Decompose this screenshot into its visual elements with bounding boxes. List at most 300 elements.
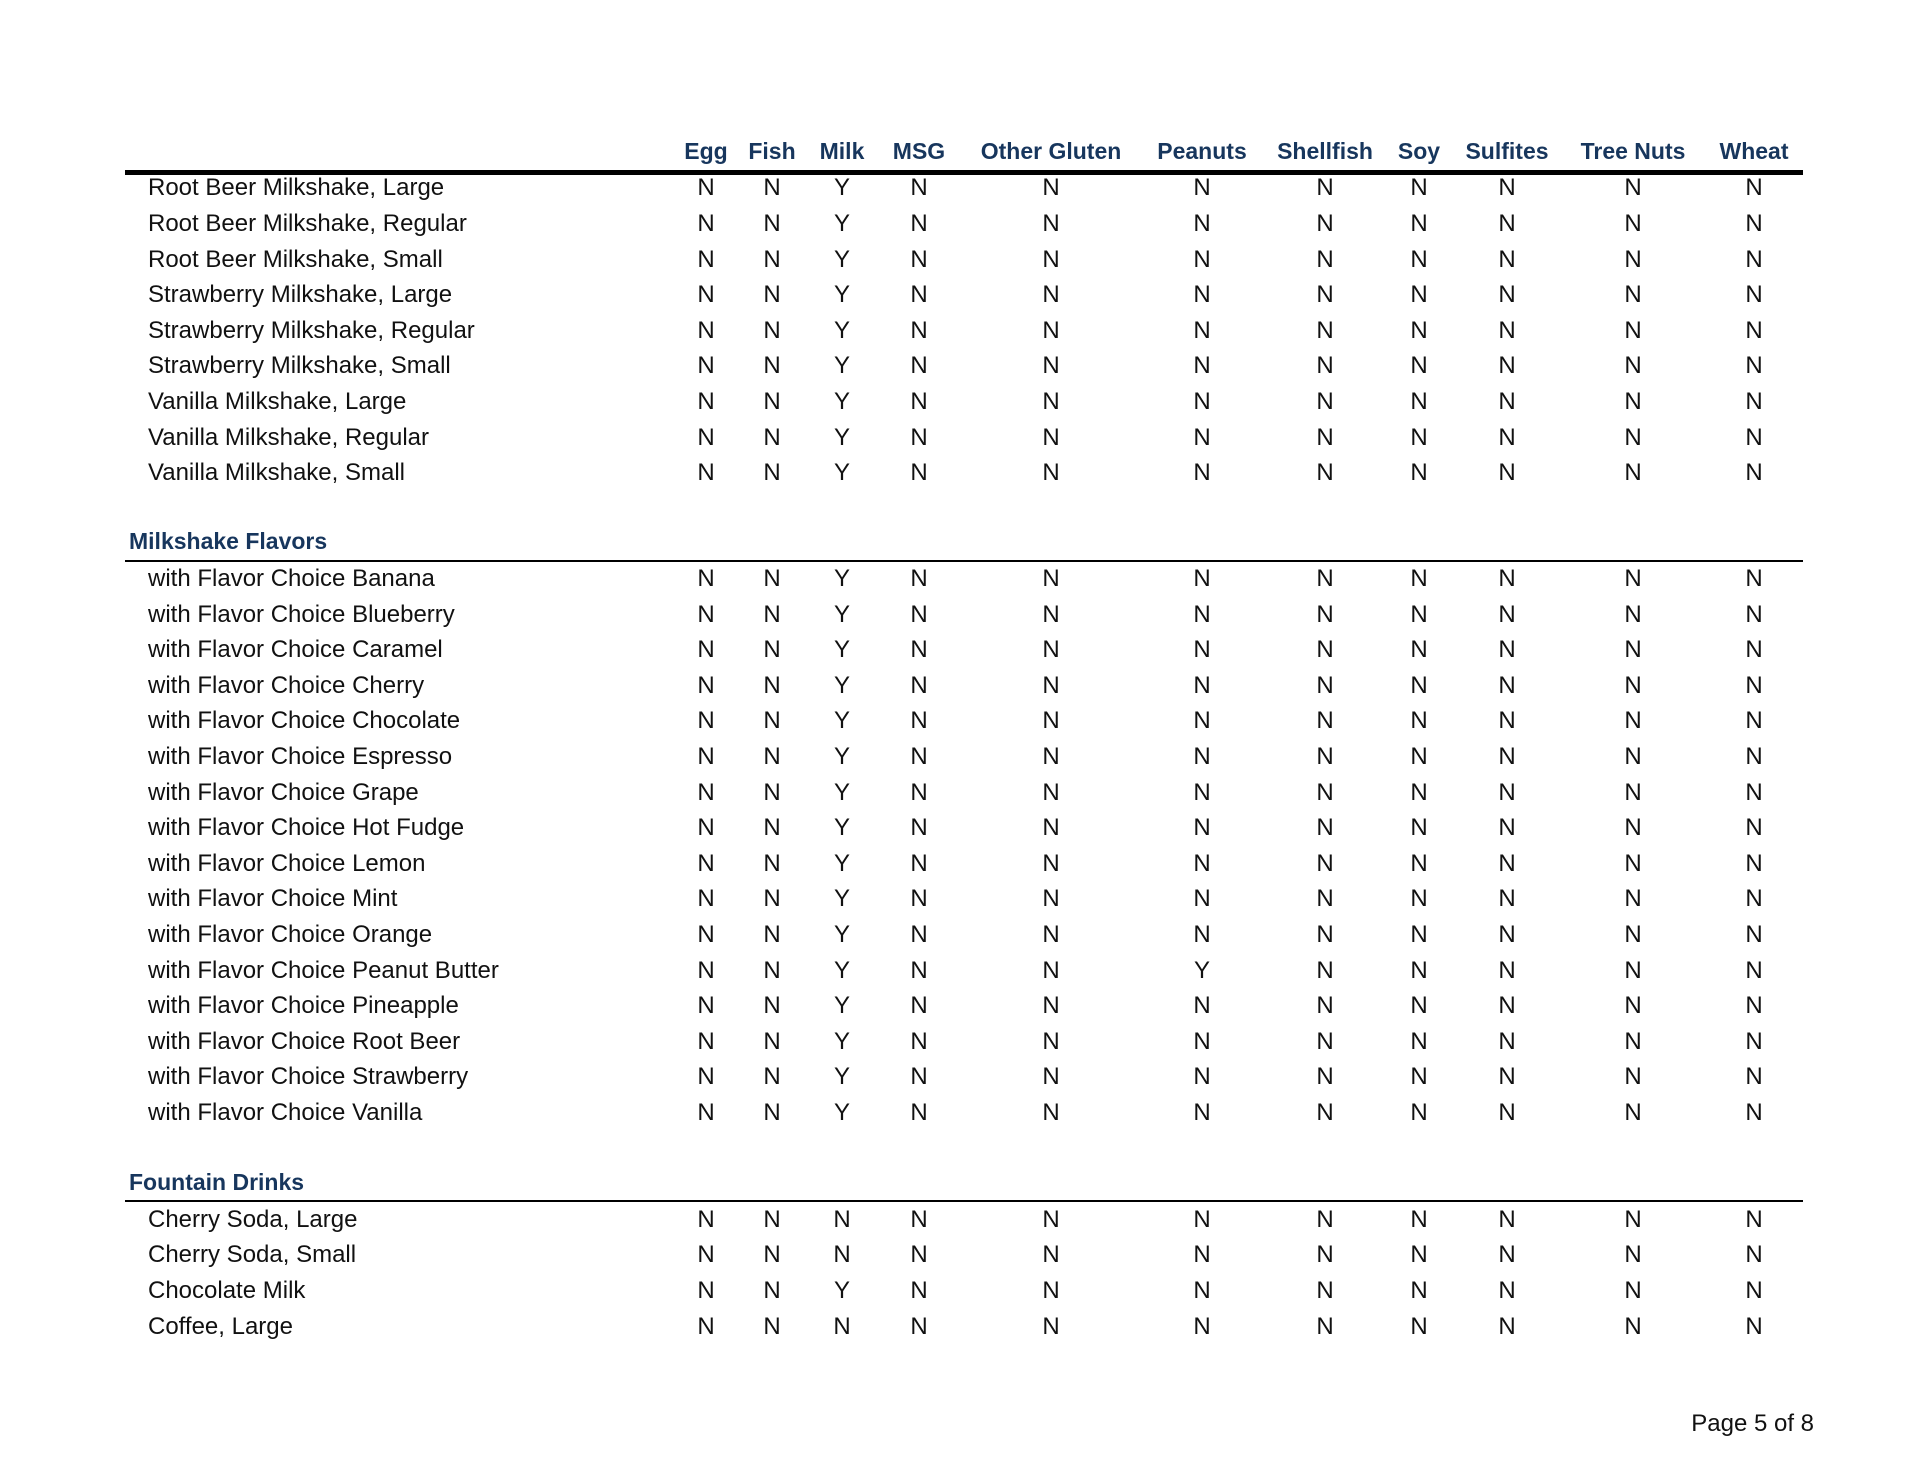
allergen-cell: N [1498,352,1516,379]
allergen-cell: N [1316,1063,1334,1090]
allergen-cell: N [1316,1313,1334,1340]
table-row [125,348,1803,384]
table-row [125,1202,1803,1238]
allergen-cell: N [1624,1277,1642,1304]
allergen-cell: N [1498,601,1516,628]
allergen-cell: Y [833,459,851,486]
allergen-cell: N [1498,779,1516,806]
allergen-cell: N [1745,1241,1763,1268]
table-row [125,881,1803,917]
allergen-cell: N [1745,601,1763,628]
allergen-cell: N [910,601,928,628]
allergen-cell: N [763,1028,781,1055]
allergen-cell: N [697,388,715,415]
allergen-cell: N [910,992,928,1019]
allergen-cell: N [1498,672,1516,699]
allergen-cell: N [1193,317,1211,344]
table-row [125,277,1803,313]
allergen-cell: N [763,672,781,699]
allergen-cell: Y [833,743,851,770]
allergen-cell: N [1042,459,1060,486]
allergen-cell: N [763,992,781,1019]
allergen-cell: N [1498,246,1516,273]
column-header: Wheat [1719,138,1789,164]
allergen-cell: N [697,210,715,237]
allergen-cell: N [1410,1028,1428,1055]
allergen-cell: N [1316,636,1334,663]
allergen-cell: N [1042,1313,1060,1340]
allergen-cell: N [1410,424,1428,451]
table-row [125,810,1803,846]
allergen-cell: N [1042,1099,1060,1126]
allergen-cell: N [1042,1028,1060,1055]
allergen-cell: N [910,814,928,841]
allergen-cell: N [1042,707,1060,734]
table-row [125,242,1803,278]
allergen-cell: N [1624,1241,1642,1268]
allergen-cell: N [1745,707,1763,734]
allergen-cell: N [1624,317,1642,344]
table-row [125,1309,1803,1345]
item-name: with Flavor Choice Peanut Butter [148,957,499,984]
item-name: Root Beer Milkshake, Small [148,246,443,273]
allergen-cell: N [1498,636,1516,663]
allergen-cell: N [1745,1028,1763,1055]
allergen-cell: N [1624,1313,1642,1340]
allergen-cell: N [697,1277,715,1304]
allergen-cell: N [1042,957,1060,984]
allergen-cell: N [1624,1063,1642,1090]
allergen-cell: N [763,459,781,486]
allergen-cell: N [1410,1241,1428,1268]
allergen-cell: N [1410,352,1428,379]
item-name: with Flavor Choice Cherry [148,672,425,699]
allergen-cell: N [1193,601,1211,628]
allergen-cell: N [910,1206,928,1233]
allergen-cell: N [697,992,715,1019]
allergen-cell: N [1410,1063,1428,1090]
allergen-cell: N [697,850,715,877]
allergen-cell: N [1410,388,1428,415]
allergen-cell: Y [833,921,851,948]
allergen-cell: N [1193,246,1211,273]
allergen-cell: N [1193,1241,1211,1268]
allergen-cell: N [1410,743,1428,770]
allergen-cell: N [910,174,928,201]
allergen-cell: N [1498,1277,1516,1304]
allergen-cell: N [763,281,781,308]
allergen-cell: N [1624,957,1642,984]
allergen-cell: Y [833,992,851,1019]
allergen-cell: N [1410,246,1428,273]
allergen-cell: Y [833,885,851,912]
allergen-cell: N [1624,388,1642,415]
item-name: Strawberry Milkshake, Large [148,281,453,308]
allergen-cell: N [697,921,715,948]
allergen-cell: N [1745,246,1763,273]
allergen-cell: Y [833,1028,851,1055]
allergen-cell: N [910,1313,928,1340]
item-name: Strawberry Milkshake, Regular [148,317,475,344]
allergen-cell: N [833,1241,851,1268]
allergen-cell: N [1042,174,1060,201]
allergen-cell: N [1498,1063,1516,1090]
allergen-cell: N [1498,1313,1516,1340]
allergen-cell: N [697,779,715,806]
allergen-cell: N [763,1099,781,1126]
allergen-cell: N [1624,921,1642,948]
allergen-cell: N [1498,210,1516,237]
allergen-cell: N [763,601,781,628]
item-name: with Flavor Choice Chocolate [148,707,461,734]
allergen-cell: N [1193,1028,1211,1055]
allergen-cell: N [1042,281,1060,308]
allergen-cell: N [1042,779,1060,806]
allergen-cell: N [697,174,715,201]
allergen-cell: N [1316,814,1334,841]
allergen-cell: N [910,246,928,273]
column-header: Soy [1397,138,1441,164]
allergen-cell: Y [833,814,851,841]
allergen-cell: N [1498,743,1516,770]
allergen-cell: N [910,352,928,379]
item-name: Vanilla Milkshake, Regular [148,424,430,451]
allergen-cell: N [763,779,781,806]
allergen-cell: N [697,352,715,379]
column-header-row [125,134,1803,175]
allergen-cell: N [1316,1099,1334,1126]
allergen-cell: N [697,1206,715,1233]
item-name: with Flavor Choice Espresso [148,743,453,770]
table-row [125,455,1803,491]
allergen-cell: N [697,459,715,486]
allergen-cell: N [1042,672,1060,699]
allergen-cell: N [1410,1277,1428,1304]
allergen-cell: N [1498,1206,1516,1233]
allergen-cell: N [910,317,928,344]
item-name: with Flavor Choice Grape [148,779,419,806]
item-name: Root Beer Milkshake, Regular [148,210,467,237]
allergen-cell: N [1624,246,1642,273]
allergen-cell: N [763,317,781,344]
allergen-cell: N [763,1063,781,1090]
allergen-cell: Y [833,707,851,734]
allergen-cell: N [1042,850,1060,877]
allergen-cell: Y [833,1099,851,1126]
allergen-cell: N [1316,992,1334,1019]
allergen-cell: N [1316,459,1334,486]
allergen-cell: N [1193,424,1211,451]
item-name: Vanilla Milkshake, Large [148,388,407,415]
allergen-cell: N [910,1063,928,1090]
allergen-cell: N [1498,850,1516,877]
allergen-cell: Y [833,1277,851,1304]
item-name: Root Beer Milkshake, Large [148,174,445,201]
item-name: with Flavor Choice Hot Fudge [148,814,465,841]
allergen-cell: N [910,565,928,592]
allergen-cell: N [763,743,781,770]
allergen-cell: N [910,1277,928,1304]
allergen-cell: N [763,352,781,379]
allergen-cell: N [1410,459,1428,486]
allergen-cell: N [910,850,928,877]
allergen-cell: N [1624,565,1642,592]
allergen-cell: N [1410,636,1428,663]
allergen-cell: N [1498,174,1516,201]
allergen-cell: N [763,921,781,948]
allergen-cell: N [910,1028,928,1055]
allergen-cell: N [1316,174,1334,201]
column-header: Peanuts [1157,138,1247,164]
section-title: Fountain Drinks [129,1169,305,1195]
allergen-cell: Y [833,352,851,379]
column-header: Tree Nuts [1580,138,1686,164]
table-row [125,988,1803,1024]
allergen-cell: N [763,565,781,592]
table-row [125,1273,1803,1309]
table-row [125,1237,1803,1273]
table-row [125,420,1803,456]
table-row [125,775,1803,811]
allergen-cell: N [1316,424,1334,451]
allergen-cell: Y [833,210,851,237]
allergen-cell: N [1042,743,1060,770]
item-name: with Flavor Choice Banana [148,565,435,592]
item-name: with Flavor Choice Root Beer [148,1028,461,1055]
allergen-cell: N [1745,1099,1763,1126]
allergen-cell: N [1316,281,1334,308]
allergen-cell: N [1410,957,1428,984]
allergen-cell: N [763,174,781,201]
allergen-cell: N [1042,1241,1060,1268]
allergen-cell: N [1745,1206,1763,1233]
allergen-cell: N [1316,317,1334,344]
allergen-cell: N [763,850,781,877]
allergen-cell: N [910,636,928,663]
allergen-cell: N [1316,672,1334,699]
allergen-cell: N [1410,1099,1428,1126]
allergen-cell: N [1624,1206,1642,1233]
allergen-cell: N [1042,636,1060,663]
allergen-cell: N [1193,636,1211,663]
allergen-cell: N [763,246,781,273]
allergen-cell: N [1410,707,1428,734]
item-name: with Flavor Choice Orange [148,921,433,948]
allergen-cell: N [1410,921,1428,948]
allergen-cell: N [763,814,781,841]
allergen-cell: Y [833,601,851,628]
allergen-cell: N [1042,1277,1060,1304]
column-header: MSG [892,138,946,164]
allergen-cell: N [1316,957,1334,984]
allergen-cell: Y [1193,957,1211,984]
allergen-cell: N [1042,565,1060,592]
allergen-cell: N [1042,921,1060,948]
allergen-cell: N [697,601,715,628]
allergen-cell: N [763,636,781,663]
table-row [125,561,1803,597]
allergen-cell: N [1042,992,1060,1019]
allergen-cell: N [910,1099,928,1126]
item-name: Cherry Soda, Large [148,1206,358,1233]
item-name: with Flavor Choice Lemon [148,850,426,877]
allergen-cell: N [1410,317,1428,344]
allergen-cell: N [1498,957,1516,984]
allergen-cell: N [697,1099,715,1126]
allergen-cell: N [1193,814,1211,841]
allergen-cell: N [697,1063,715,1090]
allergen-cell: N [1316,1028,1334,1055]
allergen-cell: N [763,1313,781,1340]
allergen-cell: N [1745,388,1763,415]
allergen-cell: N [1624,352,1642,379]
allergen-cell: N [1042,601,1060,628]
allergen-cell: N [910,1241,928,1268]
allergen-cell: N [1624,885,1642,912]
allergen-cell: N [1316,210,1334,237]
allergen-cell: N [1042,317,1060,344]
allergen-cell: N [1745,281,1763,308]
allergen-cell: N [1745,459,1763,486]
column-header: Milk [819,138,865,164]
column-header: Sulfites [1465,138,1549,164]
allergen-cell: N [1745,352,1763,379]
allergen-cell: N [1410,779,1428,806]
allergen-cell: Y [833,1063,851,1090]
allergen-cell: N [1498,885,1516,912]
allergen-cell: N [910,388,928,415]
allergen-cell: N [910,281,928,308]
table-row [125,170,1803,206]
table-row [125,384,1803,420]
allergen-cell: N [1745,743,1763,770]
allergen-cell: N [1410,210,1428,237]
allergen-cell: N [1042,210,1060,237]
allergen-cell: N [910,885,928,912]
item-name: with Flavor Choice Vanilla [148,1099,423,1126]
allergen-cell: N [763,1277,781,1304]
allergen-cell: N [1498,459,1516,486]
allergen-cell: N [697,565,715,592]
allergen-cell: N [1193,1206,1211,1233]
allergen-cell: N [1193,992,1211,1019]
table-row [125,953,1803,989]
allergen-cell: N [1624,1028,1642,1055]
allergen-cell: N [1624,1099,1642,1126]
allergen-cell: N [1498,992,1516,1019]
allergen-cell: N [697,424,715,451]
allergen-cell: N [1745,424,1763,451]
allergen-cell: N [1042,1206,1060,1233]
allergen-cell: N [1498,388,1516,415]
allergen-cell: N [1410,601,1428,628]
allergen-cell: N [1624,743,1642,770]
allergen-cell: N [1624,281,1642,308]
allergen-cell: Y [833,317,851,344]
allergen-cell: N [1042,388,1060,415]
allergen-cell: N [1498,281,1516,308]
table-row [125,1059,1803,1095]
item-name: Coffee, Large [148,1313,293,1340]
allergen-cell: N [763,957,781,984]
allergen-cell: N [1624,850,1642,877]
table-row [125,597,1803,633]
allergen-cell: N [697,246,715,273]
allergen-cell: Y [833,672,851,699]
allergen-cell: Y [833,174,851,201]
allergen-cell: N [1745,636,1763,663]
item-name: Strawberry Milkshake, Small [148,352,451,379]
allergen-cell: N [1498,317,1516,344]
allergen-cell: N [1624,707,1642,734]
allergen-cell: N [1745,174,1763,201]
allergen-cell: N [910,957,928,984]
allergen-cell: N [1316,743,1334,770]
allergen-cell: N [697,1028,715,1055]
table-row [125,206,1803,242]
allergen-cell: N [910,707,928,734]
item-name: with Flavor Choice Pineapple [148,992,459,1019]
allergen-cell: N [1410,1313,1428,1340]
item-name: Vanilla Milkshake, Small [148,459,405,486]
allergen-cell: N [1193,885,1211,912]
allergen-cell: N [1624,636,1642,663]
allergen-cell: N [697,885,715,912]
allergen-cell: N [910,459,928,486]
allergen-cell: N [763,424,781,451]
allergen-cell: N [1745,921,1763,948]
allergen-cell: N [1193,459,1211,486]
allergen-cell: N [697,317,715,344]
item-name: with Flavor Choice Blueberry [148,601,455,628]
allergen-cell: N [1745,1313,1763,1340]
allergen-cell: N [1316,850,1334,877]
allergen-cell: N [910,743,928,770]
allergen-cell: N [763,707,781,734]
allergen-cell: N [1745,885,1763,912]
allergen-cell: N [1745,317,1763,344]
allergen-cell: N [1316,246,1334,273]
allergen-cell: N [697,957,715,984]
allergen-cell: N [1745,1063,1763,1090]
table-row [125,846,1803,882]
allergen-cell: Y [833,424,851,451]
allergen-cell: N [1193,388,1211,415]
allergen-cell: Y [833,388,851,415]
allergen-cell: N [1193,1063,1211,1090]
table-row [125,1024,1803,1060]
table-row [125,632,1803,668]
allergen-cell: N [1316,885,1334,912]
allergen-cell: N [1624,459,1642,486]
allergen-cell: N [1316,779,1334,806]
allergen-cell: N [910,921,928,948]
allergen-cell: N [1410,1206,1428,1233]
column-header: Egg [684,138,728,164]
allergen-cell: N [1624,814,1642,841]
allergen-cell: N [910,424,928,451]
item-name: Cherry Soda, Small [148,1241,357,1268]
allergen-cell: N [1193,281,1211,308]
allergen-cell: N [1316,1206,1334,1233]
allergen-cell: N [697,1313,715,1340]
allergen-cell: N [1624,992,1642,1019]
allergen-cell: N [1316,352,1334,379]
allergen-cell: N [1410,992,1428,1019]
allergen-cell: N [1193,779,1211,806]
item-name: with Flavor Choice Mint [148,885,398,912]
allergen-cell: N [1745,1277,1763,1304]
